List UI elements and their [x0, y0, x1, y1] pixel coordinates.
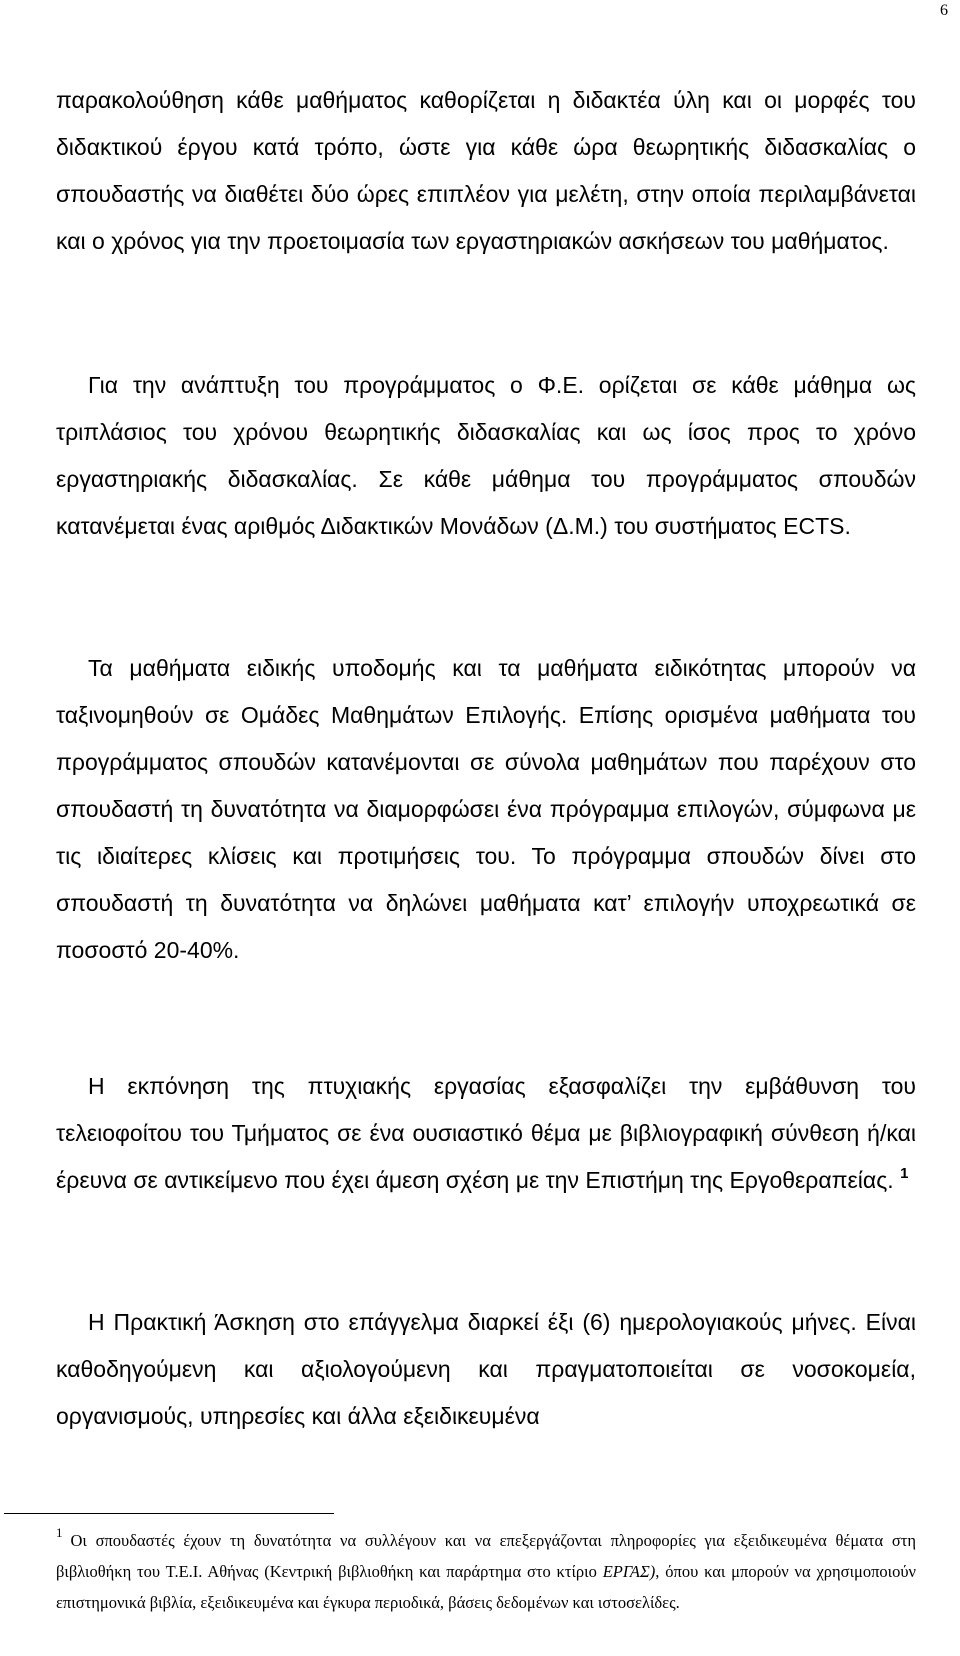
footnote-reference[interactable]: 1 — [900, 1165, 909, 1182]
page-number: 6 — [940, 2, 948, 19]
footnote-italic-text: ΕΡΓΑΣ) — [602, 1562, 656, 1581]
paragraph-2 — [56, 362, 916, 550]
paragraph-1 — [56, 77, 916, 265]
footnote — [56, 1525, 916, 1618]
paragraph-text: Για την ανάπτυξη του προγράμματος ο Φ.Ε. ορίζεται σε κάθε μάθημα ως τριπλάσιος του χρόνου θεωρητικής διδασκαλίας και ως ίσος προς το χρόνο εργαστηριακής διδασκαλίας. Σε κάθε μάθημα του προγράμματος σπουδών κατανέμεται ένας αριθμός Διδακτικών Μονάδων (Δ.Μ.) του συστήματος ECTS. — [56, 372, 916, 539]
footnote-mark: 1 — [56, 1525, 63, 1540]
paragraph-5 — [56, 1299, 916, 1440]
paragraph-text-with-footnote — [56, 1063, 916, 1204]
footnote-text: Οι σπουδαστές έχουν τη δυνατότητα να συλλέγουν και να επεξεργάζονται πληροφορίες για εξειδικευμένα θέματα στη βιβλιοθήκη του Τ.Ε.Ι. Αθήνας (Κεντρική βιβλιοθήκη και παράρτημα στο κτίριο — [56, 1531, 916, 1581]
footnote-text-end: , όπου και μπορούν να χρησιμοποιούν επιστημονικά βιβλία, εξειδικευμένα και έγκυρα περιοδικά, βάσεις δεδομένων και ιστοσελίδες. — [56, 1562, 916, 1612]
paragraph-text: Η εκπόνηση της πτυχιακής εργασίας εξασφαλίζει την εμβάθυνση του τελειοφοίτου του Τμήματος σε ένα ουσιαστικό θέμα με βιβλιογραφική σύνθεση ή/και έρευνα σε αντικείμενο που έχει άμεση σχέση με την Επιστήμη της Εργοθεραπείας. — [56, 1073, 916, 1193]
paragraph-3 — [56, 645, 916, 974]
paragraph-text: Τα μαθήματα ειδικής υποδομής και τα μαθήματα ειδικότητας μπορούν να ταξινομηθούν σε Ομάδες Μαθημάτων Επιλογής. Επίσης ορισμένα μαθήματα του προγράμματος σπουδών κατανέμονται σε σύνολα μαθημάτων που παρέχουν στο σπουδαστή τη δυνατότητα να διαμορφώσει ένα πρόγραμμα επιλογών, σύμφωνα με τις ιδιαίτερες κλίσεις και προτιμήσεις του. Το πρόγραμμα σπουδών δίνει στο σπουδαστή τη δυνατότητα να δηλώνει μαθήματα κατ’ επιλογήν υποχρεωτικά σε ποσοστό 20-40%. — [56, 655, 916, 963]
footnote-separator — [4, 1513, 334, 1514]
paragraph-text: Η Πρακτική Άσκηση στο επάγγελμα διαρκεί έξι (6) ημερολογιακούς μήνες. Είναι καθοδηγούμενη και αξιολογούμενη και πραγματοποιείται σε νοσοκομεία, οργανισμούς, υπηρεσίες και άλλα εξειδικευμένα — [56, 1309, 916, 1429]
paragraph-4 — [56, 1063, 916, 1204]
paragraph-text: παρακολούθηση κάθε μαθήματος καθορίζεται η διδακτέα ύλη και οι μορφές του διδακτικού έργου κατά τρόπο, ώστε για κάθε ώρα θεωρητικής διδασκαλίας ο σπουδαστής να διαθέτει δύο ώρες επιπλέον για μελέτη, στην οποία περιλαμβάνεται και ο χρόνος για την προετοιμασία των εργαστηριακών ασκήσεων του μαθήματος. — [56, 87, 916, 254]
